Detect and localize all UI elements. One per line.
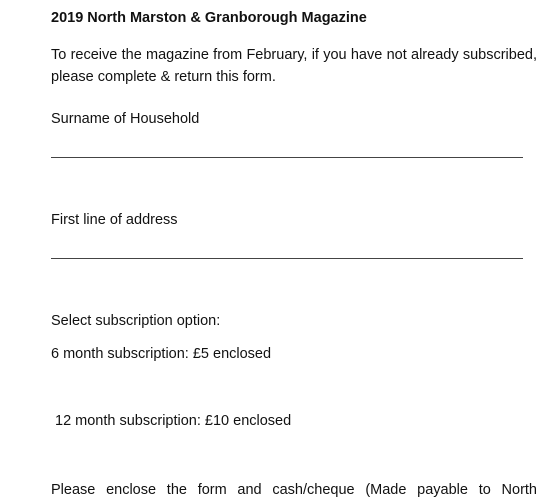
closing-paragraph: Please enclose the form and cash/cheque (Made payable to North — [51, 482, 537, 498]
option-12-month[interactable]: 12 month subscription: £10 enclosed — [55, 413, 292, 429]
intro-paragraph: To receive the magazine from February, if you have not already subscribed, please complete & return this form. — [51, 47, 537, 85]
form-title: 2019 North Marston & Granborough Magazine — [51, 10, 367, 26]
subscription-prompt: Select subscription option: — [51, 313, 221, 329]
surname-label: Surname of Household — [51, 111, 200, 127]
surname-entry-line[interactable] — [51, 157, 523, 158]
option-6-month[interactable]: 6 month subscription: £5 enclosed — [51, 346, 272, 362]
address-entry-line[interactable] — [51, 258, 523, 259]
address-label: First line of address — [51, 212, 178, 228]
